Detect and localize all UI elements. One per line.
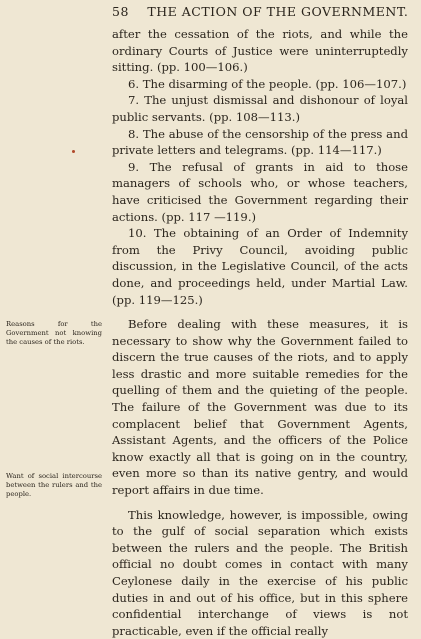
page-number: 58 bbox=[112, 4, 129, 19]
list-item-6: 6. The disarming of the people. (pp. 106—107.) bbox=[128, 76, 407, 91]
paragraph-social-gulf: This knowledge, however, is impossible, owing to the gulf of social separation which exists between the rulers and the people. The British official no doubt comes in contact with many Ceylonese daily in the exercise of his public duties in and out of his office, but in this sphere confidential interchange of views is not practicable, even if the official really bbox=[112, 507, 408, 638]
list-item-10: 10. The obtaining of an Order of Indemnity from the Privy Council, avoiding public discussion, in the Legislative Council, of the acts done, and proceedings held, under Martial Law. (pp. 119—125.) bbox=[112, 226, 408, 307]
list-item-9: 9. The refusal of grants in aid to those managers of schools who, or whose teachers, have criticised the Government regarding their actions. (pp. 117 —119.) bbox=[112, 159, 408, 224]
margin-note-reasons: Reasons for the Government not knowing the causes of the riots. bbox=[6, 320, 102, 346]
paragraph: after the cessation of the riots, and while the ordinary Courts of Justice were uninterruptedly sitting. (pp. 100—106.) bbox=[112, 27, 408, 75]
paragraph-reasons: Before dealing with these measures, it is necessary to show why the Government failed to discern the true causes of the riots, and to apply less drastic and more suitable remedies for the quelling of them and the quieting of the people. The failure of the Government was due to its complacent belief that Government Agents, Assistant Agents, and the officers of the Police know exactly all that is going on in the country, even more so than its native gentry, and would report affairs in due time. bbox=[112, 317, 408, 498]
body-text bbox=[112, 26, 408, 639]
ink-speck bbox=[72, 150, 75, 153]
list-item-7: 7. The unjust dismissal and dishonour of loyal public servants. (pp. 108—113.) bbox=[112, 93, 408, 124]
page-header bbox=[112, 4, 409, 19]
running-title: THE ACTION OF THE GOVERNMENT. bbox=[147, 4, 409, 19]
margin-note-social: Want of social intercourse between the rulers and the people. bbox=[6, 472, 102, 498]
list-item-8: 8. The abuse of the censorship of the press and private letters and telegrams. (pp. 114—117.) bbox=[112, 126, 408, 158]
